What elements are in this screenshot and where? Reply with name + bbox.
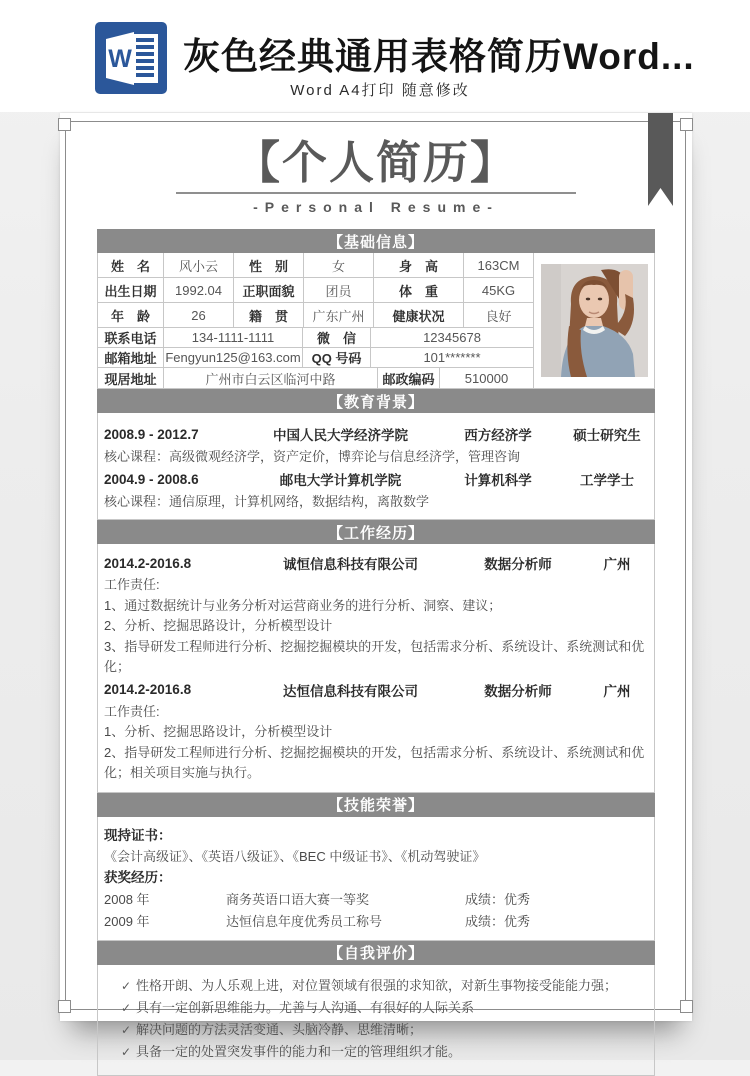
duty-label: 工作责任:: [104, 577, 160, 592]
profile-photo: [534, 253, 654, 388]
field-value: 26: [164, 303, 234, 328]
award-entry: [98, 910, 654, 932]
field-value: 510000: [440, 368, 534, 388]
field-value: 良好: [464, 303, 534, 328]
award-year: 2009 年: [104, 914, 150, 929]
section-header-skills: 【技能荣誉】: [97, 793, 655, 817]
duty-item: 1、通过数据统计与业务分析对运营商业务的进行分析、洞察、建议；: [104, 597, 502, 613]
field-label: 身 高: [374, 253, 464, 278]
award-result: 成绩：优秀: [465, 914, 531, 929]
edu-major: 西方经济学: [464, 428, 532, 443]
work-company: 达恒信息科技有限公司: [283, 683, 418, 699]
table-row: [98, 278, 534, 303]
field-value: 风小云: [164, 253, 234, 278]
duty-item: 3、指导研发工程师进行分析、挖掘挖掘模块的开发，包括需求分析、系统设计、系统测试和优化；: [104, 638, 645, 674]
evaluation-item: [102, 1041, 650, 1063]
edu-school: 中国人民大学经济学院: [273, 428, 408, 443]
field-value: 广州市白云区临河中路: [164, 368, 378, 388]
work-entry: [98, 551, 654, 575]
award-result: 成绩：优秀: [465, 892, 531, 907]
duty-item: 2、指导研发工程师进行分析、挖掘挖掘模块的开发，包括需求分析、系统设计、系统测试和优化；相关项目实施与执行。: [104, 744, 645, 780]
award-name: 达恒信息年度优秀员工称号: [226, 914, 383, 929]
field-value: 女: [304, 253, 374, 278]
work-section: [97, 544, 655, 793]
edu-degree: 硕士研究生: [573, 428, 641, 443]
check-icon: ✓: [120, 1022, 132, 1037]
field-value: 101*******: [371, 348, 534, 368]
field-value: 广东广州: [304, 303, 374, 328]
award-entry: [98, 888, 654, 910]
corner-ornament: [58, 1000, 71, 1013]
field-label: 邮箱地址: [98, 348, 164, 368]
education-entry: [98, 422, 654, 446]
evaluation-item: [102, 1019, 650, 1041]
section-header-evaluation: 【自我评价】: [97, 941, 655, 965]
field-label: 年 龄: [98, 303, 164, 328]
resume-title: 【个人简历】: [234, 137, 517, 188]
field-value: 163CM: [464, 253, 534, 278]
corner-ornament: [680, 1000, 693, 1013]
field-label: 现居地址: [98, 368, 164, 388]
award-label: 获奖经历：: [104, 869, 172, 885]
field-label: 健康状况: [374, 303, 464, 328]
education-entry: [98, 467, 654, 491]
table-row: [98, 328, 534, 348]
section-header-work: 【工作经历】: [97, 520, 655, 544]
work-entry: [98, 678, 654, 702]
work-position: 数据分析师: [484, 683, 552, 699]
title-divider: [176, 192, 576, 194]
edu-degree: 工学学士: [580, 473, 634, 488]
field-label: 性 别: [234, 253, 304, 278]
section-header-education: 【教育背景】: [97, 389, 655, 413]
work-city: 广州: [603, 557, 631, 572]
listing-subtitle: Word A4打印 随意修改: [290, 82, 470, 99]
education-section: [97, 413, 655, 520]
edu-period: 2008.9 - 2012.7: [104, 426, 199, 442]
edu-period: 2004.9 - 2008.6: [104, 471, 199, 487]
basic-info-section: [97, 253, 655, 389]
resume-content: [97, 113, 655, 1076]
check-icon: ✓: [120, 1000, 132, 1015]
field-value: 团员: [304, 278, 374, 303]
field-value: Fengyun125@163.com: [164, 348, 303, 368]
field-label: 联系电话: [98, 328, 164, 348]
edu-courses: 核心课程：通信原理，计算机网络，数据结构，离散数学: [104, 494, 430, 509]
work-period: 2014.2-2016.8: [104, 682, 192, 697]
table-row: [98, 368, 534, 388]
award-name: 商务英语口语大赛一等奖: [226, 892, 370, 907]
evaluation-text: 解决问题的方法灵活变通、头脑冷静、思维清晰；: [136, 1021, 423, 1037]
field-label: 姓 名: [98, 253, 164, 278]
evaluation-text: 具有一定创新思维能力。尤善与人沟通、有很好的人际关系: [136, 999, 475, 1015]
skills-section: [97, 817, 655, 941]
section-header-basic-info: 【基础信息】: [97, 229, 655, 253]
field-label: 出生日期: [98, 278, 164, 303]
field-label: QQ 号码: [303, 348, 371, 368]
field-value: 12345678: [371, 328, 534, 348]
work-position: 数据分析师: [484, 557, 552, 572]
cert-list: 《会计高级证》、《英语八级证》、《BEC 中级证书》、《机动驾驶证》: [104, 848, 486, 864]
check-icon: ✓: [120, 978, 132, 993]
listing-header: [0, 0, 750, 112]
field-label: 微 信: [303, 328, 371, 348]
duty-item: 2、分析、挖掘思路设计，分析模型设计: [104, 618, 333, 633]
duty-item: 1、分析、挖掘思路设计，分析模型设计: [104, 724, 333, 739]
table-row: [98, 253, 534, 278]
cert-label: 现持证书：: [104, 827, 172, 843]
edu-school: 邮电大学计算机学院: [279, 473, 402, 488]
evaluation-item: [102, 975, 650, 997]
table-row: [98, 303, 534, 328]
corner-ornament: [680, 118, 693, 131]
duty-label: 工作责任:: [104, 703, 160, 719]
field-value: 1992.04: [164, 278, 234, 303]
field-label: 正职面貌: [234, 278, 304, 303]
edu-major: 计算机科学: [464, 473, 532, 488]
svg-text:W: W: [108, 45, 132, 73]
listing-title: 灰色经典通用表格简历Word...: [183, 36, 695, 77]
field-label: 籍 贯: [234, 303, 304, 328]
field-value: 134-1111-1111: [164, 328, 303, 348]
award-year: 2008 年: [104, 892, 150, 907]
work-city: 广州: [603, 683, 631, 699]
evaluation-section: [97, 965, 655, 1076]
check-icon: ✓: [120, 1044, 132, 1059]
field-label: 体 重: [374, 278, 464, 303]
field-value: 45KG: [464, 278, 534, 303]
work-company: 诚恒信息科技有限公司: [283, 557, 418, 572]
evaluation-text: 性格开朗、为人乐观上进，对位置领域有很强的求知欲，对新生事物接受能能力强；: [136, 977, 618, 993]
basic-info-table: [98, 253, 534, 388]
evaluation-text: 具备一定的处置突发事件的能力和一定的管理组织才能。: [136, 1043, 462, 1059]
corner-ornament: [58, 118, 71, 131]
work-period: 2014.2-2016.8: [104, 555, 192, 571]
edu-courses: 核心课程：高级微观经济学，资产定价，博弈论与信息经济学，管理咨询: [104, 449, 521, 464]
resume-page: [60, 113, 692, 1059]
field-label: 邮政编码: [378, 368, 440, 388]
evaluation-item: [102, 997, 650, 1019]
resume-subtitle: -Personal Resume-: [253, 199, 499, 215]
table-row: [98, 348, 534, 368]
